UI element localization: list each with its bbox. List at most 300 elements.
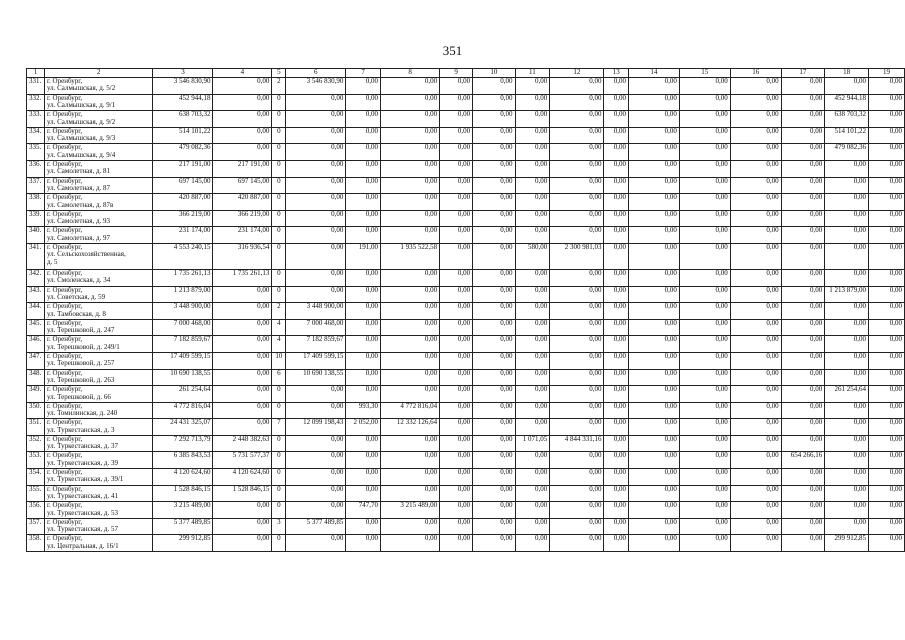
cell-col-17: 0,00 bbox=[781, 535, 825, 552]
table-row bbox=[27, 469, 905, 486]
cell-col-3: 7 292 713,79 bbox=[153, 435, 213, 452]
cell-col-15: 0,00 bbox=[679, 419, 730, 436]
table-row bbox=[27, 269, 905, 286]
cell-col-5: 0 bbox=[272, 402, 286, 419]
row-number: 346. bbox=[27, 336, 45, 353]
cell-col-18: 0,00 bbox=[825, 485, 869, 502]
cell-col-4: 0,00 bbox=[213, 535, 272, 552]
address-cell bbox=[44, 518, 152, 535]
cell-col-7: 993,30 bbox=[346, 402, 381, 419]
table-row bbox=[27, 402, 905, 419]
cell-col-7: 0,00 bbox=[346, 386, 381, 403]
address-line: г. Оренбург, bbox=[46, 369, 83, 377]
cell-col-13: 0,00 bbox=[604, 535, 629, 552]
cell-col-12: 0,00 bbox=[550, 160, 604, 177]
address-cell bbox=[44, 502, 152, 519]
table-row bbox=[27, 452, 905, 469]
cell-col-18: 0,00 bbox=[825, 243, 869, 269]
cell-col-8: 4 772 816,04 bbox=[381, 402, 440, 419]
cell-col-14: 0,00 bbox=[628, 286, 679, 303]
cell-col-10: 0,00 bbox=[473, 144, 515, 161]
cell-col-5: 2 bbox=[272, 78, 286, 95]
cell-col-16: 0,00 bbox=[730, 160, 781, 177]
cell-col-19: 0,00 bbox=[869, 227, 905, 244]
cell-col-5: 4 bbox=[272, 319, 286, 336]
address-line: г. Оренбург, bbox=[46, 110, 83, 119]
column-header-16: 16 bbox=[730, 69, 781, 78]
cell-col-14: 0,00 bbox=[628, 369, 679, 386]
cell-col-5: 0 bbox=[272, 210, 286, 227]
cell-col-19: 0,00 bbox=[869, 210, 905, 227]
row-number: 334. bbox=[27, 127, 45, 144]
cell-col-12: 0,00 bbox=[550, 144, 604, 161]
cell-col-17: 0,00 bbox=[781, 303, 825, 320]
address-line: г. Оренбург, bbox=[46, 385, 83, 394]
address-line: г. Оренбург, bbox=[46, 501, 83, 510]
cell-col-14: 0,00 bbox=[628, 419, 679, 436]
cell-col-5: 2 bbox=[272, 303, 286, 320]
cell-col-18: 0,00 bbox=[825, 435, 869, 452]
address-line: ул. Салмышская, д. 9/2 bbox=[46, 117, 116, 126]
cell-col-19: 0,00 bbox=[869, 177, 905, 194]
address-cell bbox=[44, 111, 152, 128]
cell-col-17: 0,00 bbox=[781, 502, 825, 519]
cell-col-12: 0,00 bbox=[550, 419, 604, 436]
cell-col-3: 4 772 816,04 bbox=[153, 402, 213, 419]
cell-col-5: 7 bbox=[272, 419, 286, 436]
cell-col-18: 299 912,85 bbox=[825, 535, 869, 552]
row-number: 339. bbox=[27, 210, 45, 227]
cell-col-16: 0,00 bbox=[730, 194, 781, 211]
cell-col-12: 0,00 bbox=[550, 194, 604, 211]
cell-col-18: 638 703,32 bbox=[825, 111, 869, 128]
cell-col-15: 0,00 bbox=[679, 127, 730, 144]
cell-col-11: 0,00 bbox=[515, 419, 550, 436]
table-row bbox=[27, 160, 905, 177]
cell-col-17: 0,00 bbox=[781, 127, 825, 144]
table-row bbox=[27, 502, 905, 519]
cell-col-10: 0,00 bbox=[473, 243, 515, 269]
cell-col-7: 0,00 bbox=[346, 319, 381, 336]
cell-col-18: 0,00 bbox=[825, 402, 869, 419]
cell-col-12: 2 300 981,03 bbox=[550, 243, 604, 269]
cell-col-6: 0,00 bbox=[286, 286, 346, 303]
row-number: 345. bbox=[27, 319, 45, 336]
cell-col-6: 7 182 859,67 bbox=[286, 336, 346, 353]
cell-col-6: 0,00 bbox=[286, 452, 346, 469]
cell-col-16: 0,00 bbox=[730, 419, 781, 436]
cell-col-8: 0,00 bbox=[381, 227, 440, 244]
cell-col-19: 0,00 bbox=[869, 160, 905, 177]
cell-col-13: 0,00 bbox=[604, 127, 629, 144]
address-cell bbox=[44, 535, 152, 552]
row-number: 356. bbox=[27, 502, 45, 519]
cell-col-18: 0,00 bbox=[825, 303, 869, 320]
row-number: 332. bbox=[27, 94, 45, 111]
cell-col-11: 0,00 bbox=[515, 319, 550, 336]
cell-col-3: 1 735 261,13 bbox=[153, 269, 213, 286]
cell-col-3: 24 431 325,07 bbox=[153, 419, 213, 436]
cell-col-4: 1 735 261,13 bbox=[213, 269, 272, 286]
column-header-4: 4 bbox=[213, 69, 272, 78]
cell-col-14: 0,00 bbox=[628, 111, 679, 128]
cell-col-9: 0,00 bbox=[440, 303, 473, 320]
cell-col-18: 0,00 bbox=[825, 78, 869, 95]
cell-col-12: 0,00 bbox=[550, 352, 604, 369]
cell-col-3: 6 385 843,53 bbox=[153, 452, 213, 469]
cell-col-19: 0,00 bbox=[869, 485, 905, 502]
cell-col-17: 0,00 bbox=[781, 94, 825, 111]
cell-col-7: 0,00 bbox=[346, 369, 381, 386]
cell-col-11: 0,00 bbox=[515, 227, 550, 244]
cell-col-16: 0,00 bbox=[730, 352, 781, 369]
address-cell bbox=[44, 435, 152, 452]
cell-col-3: 420 887,00 bbox=[153, 194, 213, 211]
cell-col-10: 0,00 bbox=[473, 127, 515, 144]
cell-col-19: 0,00 bbox=[869, 269, 905, 286]
cell-col-19: 0,00 bbox=[869, 402, 905, 419]
cell-col-9: 0,00 bbox=[440, 535, 473, 552]
cell-col-9: 0,00 bbox=[440, 402, 473, 419]
cell-col-15: 0,00 bbox=[679, 535, 730, 552]
address-cell bbox=[44, 402, 152, 419]
cell-col-9: 0,00 bbox=[440, 419, 473, 436]
cell-col-13: 0,00 bbox=[604, 369, 629, 386]
cell-col-13: 0,00 bbox=[604, 227, 629, 244]
address-line: г. Оренбург, bbox=[46, 286, 83, 294]
address-line: г. Оренбург, bbox=[46, 518, 83, 526]
cell-col-8: 0,00 bbox=[381, 269, 440, 286]
cell-col-7: 0,00 bbox=[346, 160, 381, 177]
address-line: г. Оренбург, bbox=[46, 418, 83, 427]
cell-col-18: 261 254,64 bbox=[825, 386, 869, 403]
cell-col-14: 0,00 bbox=[628, 78, 679, 95]
row-number: 358. bbox=[27, 535, 45, 552]
address-cell bbox=[44, 469, 152, 486]
row-number: 337. bbox=[27, 177, 45, 194]
cell-col-8: 0,00 bbox=[381, 485, 440, 502]
cell-col-3: 4 553 240,15 bbox=[153, 243, 213, 269]
cell-col-18: 0,00 bbox=[825, 177, 869, 194]
row-number: 355. bbox=[27, 485, 45, 502]
cell-col-17: 0,00 bbox=[781, 435, 825, 452]
cell-col-3: 217 191,00 bbox=[153, 160, 213, 177]
cell-col-19: 0,00 bbox=[869, 352, 905, 369]
cell-col-16: 0,00 bbox=[730, 535, 781, 552]
cell-col-19: 0,00 bbox=[869, 94, 905, 111]
table-row bbox=[27, 227, 905, 244]
cell-col-5: 0 bbox=[272, 269, 286, 286]
cell-col-19: 0,00 bbox=[869, 111, 905, 128]
cell-col-7: 0,00 bbox=[346, 336, 381, 353]
cell-col-12: 0,00 bbox=[550, 469, 604, 486]
cell-col-5: 3 bbox=[272, 518, 286, 535]
cell-col-11: 0,00 bbox=[515, 144, 550, 161]
cell-col-15: 0,00 bbox=[679, 303, 730, 320]
cell-col-9: 0,00 bbox=[440, 518, 473, 535]
address-cell bbox=[44, 286, 152, 303]
cell-col-7: 2 052,00 bbox=[346, 419, 381, 436]
cell-col-12: 0,00 bbox=[550, 210, 604, 227]
table-row bbox=[27, 303, 905, 320]
cell-col-16: 0,00 bbox=[730, 227, 781, 244]
cell-col-11: 0,00 bbox=[515, 469, 550, 486]
cell-col-7: 0,00 bbox=[346, 177, 381, 194]
cell-col-13: 0,00 bbox=[604, 435, 629, 452]
cell-col-5: 0 bbox=[272, 94, 286, 111]
cell-col-14: 0,00 bbox=[628, 469, 679, 486]
cell-col-18: 0,00 bbox=[825, 419, 869, 436]
row-number: 335. bbox=[27, 144, 45, 161]
cell-col-9: 0,00 bbox=[440, 269, 473, 286]
column-header-17: 17 bbox=[781, 69, 825, 78]
cell-col-14: 0,00 bbox=[628, 402, 679, 419]
cell-col-12: 0,00 bbox=[550, 518, 604, 535]
address-line: г. Оренбург, bbox=[46, 160, 83, 168]
cell-col-10: 0,00 bbox=[473, 386, 515, 403]
cell-col-8: 0,00 bbox=[381, 78, 440, 95]
cell-col-9: 0,00 bbox=[440, 127, 473, 144]
address-line: г. Оренбург, bbox=[46, 243, 83, 251]
cell-col-13: 0,00 bbox=[604, 386, 629, 403]
cell-col-15: 0,00 bbox=[679, 336, 730, 353]
cell-col-12: 0,00 bbox=[550, 319, 604, 336]
cell-col-17: 0,00 bbox=[781, 160, 825, 177]
cell-col-11: 0,00 bbox=[515, 177, 550, 194]
cell-col-15: 0,00 bbox=[679, 160, 730, 177]
cell-col-8: 0,00 bbox=[381, 286, 440, 303]
cell-col-5: 0 bbox=[272, 435, 286, 452]
cell-col-15: 0,00 bbox=[679, 177, 730, 194]
cell-col-13: 0,00 bbox=[604, 111, 629, 128]
cell-col-17: 0,00 bbox=[781, 485, 825, 502]
address-cell bbox=[44, 127, 152, 144]
cell-col-6: 7 000 468,00 bbox=[286, 319, 346, 336]
cell-col-5: 0 bbox=[272, 243, 286, 269]
cell-col-7: 0,00 bbox=[346, 435, 381, 452]
address-line: ул. Самолетная, д. 97 bbox=[46, 233, 111, 242]
row-number: 336. bbox=[27, 160, 45, 177]
cell-col-9: 0,00 bbox=[440, 78, 473, 95]
table-row bbox=[27, 336, 905, 353]
cell-col-10: 0,00 bbox=[473, 452, 515, 469]
cell-col-13: 0,00 bbox=[604, 144, 629, 161]
cell-col-9: 0,00 bbox=[440, 111, 473, 128]
cell-col-4: 1 528 846,15 bbox=[213, 485, 272, 502]
cell-col-14: 0,00 bbox=[628, 502, 679, 519]
cell-col-6: 0,00 bbox=[286, 210, 346, 227]
cell-col-17: 0,00 bbox=[781, 111, 825, 128]
cell-col-14: 0,00 bbox=[628, 535, 679, 552]
cell-col-7: 0,00 bbox=[346, 94, 381, 111]
cell-col-10: 0,00 bbox=[473, 402, 515, 419]
cell-col-18: 0,00 bbox=[825, 227, 869, 244]
cell-col-4: 366 219,00 bbox=[213, 210, 272, 227]
cell-col-5: 0 bbox=[272, 485, 286, 502]
cell-col-19: 0,00 bbox=[869, 243, 905, 269]
address-line: ул. Самолетная, д. 87 bbox=[46, 183, 111, 192]
cell-col-14: 0,00 bbox=[628, 518, 679, 535]
cell-col-5: 0 bbox=[272, 160, 286, 177]
cell-col-13: 0,00 bbox=[604, 452, 629, 469]
cell-col-14: 0,00 bbox=[628, 303, 679, 320]
address-cell bbox=[44, 243, 152, 269]
cell-col-19: 0,00 bbox=[869, 518, 905, 535]
cell-col-15: 0,00 bbox=[679, 111, 730, 128]
cell-col-4: 0,00 bbox=[213, 303, 272, 320]
cell-col-11: 0,00 bbox=[515, 94, 550, 111]
cell-col-14: 0,00 bbox=[628, 452, 679, 469]
row-number: 342. bbox=[27, 269, 45, 286]
cell-col-9: 0,00 bbox=[440, 177, 473, 194]
table-row bbox=[27, 419, 905, 436]
cell-col-4: 2 448 382,63 bbox=[213, 435, 272, 452]
cell-col-11: 0,00 bbox=[515, 127, 550, 144]
cell-col-17: 0,00 bbox=[781, 419, 825, 436]
address-line: г. Оренбург, bbox=[46, 534, 83, 543]
cell-col-10: 0,00 bbox=[473, 369, 515, 386]
cell-col-19: 0,00 bbox=[869, 336, 905, 353]
cell-col-15: 0,00 bbox=[679, 144, 730, 161]
cell-col-18: 0,00 bbox=[825, 319, 869, 336]
cell-col-12: 0,00 bbox=[550, 485, 604, 502]
cell-col-5: 0 bbox=[272, 469, 286, 486]
cell-col-6: 0,00 bbox=[286, 485, 346, 502]
cell-col-4: 316 936,54 bbox=[213, 243, 272, 269]
cell-col-13: 0,00 bbox=[604, 94, 629, 111]
table-row bbox=[27, 243, 905, 269]
cell-col-18: 0,00 bbox=[825, 210, 869, 227]
cell-col-12: 0,00 bbox=[550, 269, 604, 286]
cell-col-16: 0,00 bbox=[730, 111, 781, 128]
row-number: 331. bbox=[27, 78, 45, 95]
cell-col-17: 0,00 bbox=[781, 78, 825, 95]
cell-col-15: 0,00 bbox=[679, 502, 730, 519]
cell-col-11: 0,00 bbox=[515, 535, 550, 552]
cell-col-17: 0,00 bbox=[781, 402, 825, 419]
cell-col-8: 0,00 bbox=[381, 535, 440, 552]
cell-col-7: 0,00 bbox=[346, 227, 381, 244]
cell-col-14: 0,00 bbox=[628, 127, 679, 144]
address-line: ул. Сельскохозяйственная, bbox=[46, 250, 126, 259]
row-number: 349. bbox=[27, 386, 45, 403]
cell-col-17: 0,00 bbox=[781, 227, 825, 244]
cell-col-14: 0,00 bbox=[628, 243, 679, 269]
cell-col-16: 0,00 bbox=[730, 210, 781, 227]
cell-col-4: 231 174,00 bbox=[213, 227, 272, 244]
cell-col-9: 0,00 bbox=[440, 386, 473, 403]
cell-col-17: 0,00 bbox=[781, 319, 825, 336]
cell-col-8: 0,00 bbox=[381, 336, 440, 353]
address-line: г. Оренбург, bbox=[46, 319, 83, 327]
cell-col-13: 0,00 bbox=[604, 78, 629, 95]
cell-col-4: 0,00 bbox=[213, 518, 272, 535]
cell-col-19: 0,00 bbox=[869, 419, 905, 436]
cell-col-4: 0,00 bbox=[213, 127, 272, 144]
address-line: ул. Терешковой, д. 66 bbox=[46, 392, 111, 401]
cell-col-7: 0,00 bbox=[346, 111, 381, 128]
cell-col-16: 0,00 bbox=[730, 286, 781, 303]
address-line: г. Оренбург, bbox=[46, 177, 83, 185]
cell-col-18: 479 082,36 bbox=[825, 144, 869, 161]
address-cell bbox=[44, 94, 152, 111]
cell-col-11: 0,00 bbox=[515, 160, 550, 177]
cell-col-8: 12 332 126,64 bbox=[381, 419, 440, 436]
cell-col-9: 0,00 bbox=[440, 194, 473, 211]
column-header-7: 7 bbox=[346, 69, 381, 78]
column-header-9: 9 bbox=[440, 69, 473, 78]
cell-col-11: 0,00 bbox=[515, 502, 550, 519]
cell-col-5: 0 bbox=[272, 502, 286, 519]
cell-col-16: 0,00 bbox=[730, 94, 781, 111]
address-line: ул. Томилинская, д. 240 bbox=[46, 409, 118, 418]
column-header-10: 10 bbox=[473, 69, 515, 78]
cell-col-18: 0,00 bbox=[825, 194, 869, 211]
cell-col-17: 0,00 bbox=[781, 177, 825, 194]
cell-col-4: 5 731 577,37 bbox=[213, 452, 272, 469]
column-header-5: 5 bbox=[272, 69, 286, 78]
address-line: г. Оренбург, bbox=[46, 302, 83, 311]
address-line: ул. Салмышская, д. 9/3 bbox=[46, 134, 116, 143]
cell-col-18: 514 101,22 bbox=[825, 127, 869, 144]
cell-col-7: 0,00 bbox=[346, 452, 381, 469]
cell-col-4: 0,00 bbox=[213, 319, 272, 336]
cell-col-3: 261 254,64 bbox=[153, 386, 213, 403]
cell-col-5: 0 bbox=[272, 535, 286, 552]
cell-col-13: 0,00 bbox=[604, 485, 629, 502]
cell-col-11: 0,00 bbox=[515, 386, 550, 403]
cell-col-12: 0,00 bbox=[550, 111, 604, 128]
cell-col-6: 0,00 bbox=[286, 386, 346, 403]
cell-col-10: 0,00 bbox=[473, 502, 515, 519]
cell-col-12: 0,00 bbox=[550, 227, 604, 244]
table-row bbox=[27, 435, 905, 452]
cell-col-4: 217 191,00 bbox=[213, 160, 272, 177]
cell-col-14: 0,00 bbox=[628, 227, 679, 244]
cell-col-8: 0,00 bbox=[381, 352, 440, 369]
cell-col-6: 0,00 bbox=[286, 177, 346, 194]
cell-col-17: 0,00 bbox=[781, 243, 825, 269]
cell-col-9: 0,00 bbox=[440, 243, 473, 269]
cell-col-18: 1 213 879,00 bbox=[825, 286, 869, 303]
cell-col-13: 0,00 bbox=[604, 419, 629, 436]
cell-col-3: 5 377 489,85 bbox=[153, 518, 213, 535]
cell-col-11: 0,00 bbox=[515, 111, 550, 128]
cell-col-5: 0 bbox=[272, 127, 286, 144]
row-number: 344. bbox=[27, 303, 45, 320]
cell-col-3: 1 528 846,15 bbox=[153, 485, 213, 502]
address-line: ул. Салмышская, д. 9/1 bbox=[46, 101, 116, 109]
table-row bbox=[27, 286, 905, 303]
column-header-18: 18 bbox=[825, 69, 869, 78]
cell-col-13: 0,00 bbox=[604, 518, 629, 535]
address-line: г. Оренбург, bbox=[46, 127, 83, 135]
cell-col-6: 0,00 bbox=[286, 402, 346, 419]
cell-col-6: 17 409 599,15 bbox=[286, 352, 346, 369]
cell-col-15: 0,00 bbox=[679, 435, 730, 452]
cell-col-9: 0,00 bbox=[440, 452, 473, 469]
cell-col-5: 6 bbox=[272, 369, 286, 386]
cell-col-10: 0,00 bbox=[473, 352, 515, 369]
cell-col-16: 0,00 bbox=[730, 144, 781, 161]
cell-col-5: 4 bbox=[272, 336, 286, 353]
cell-col-16: 0,00 bbox=[730, 177, 781, 194]
cell-col-16: 0,00 bbox=[730, 269, 781, 286]
cell-col-10: 0,00 bbox=[473, 160, 515, 177]
cell-col-13: 0,00 bbox=[604, 160, 629, 177]
address-cell bbox=[44, 194, 152, 211]
cell-col-14: 0,00 bbox=[628, 94, 679, 111]
